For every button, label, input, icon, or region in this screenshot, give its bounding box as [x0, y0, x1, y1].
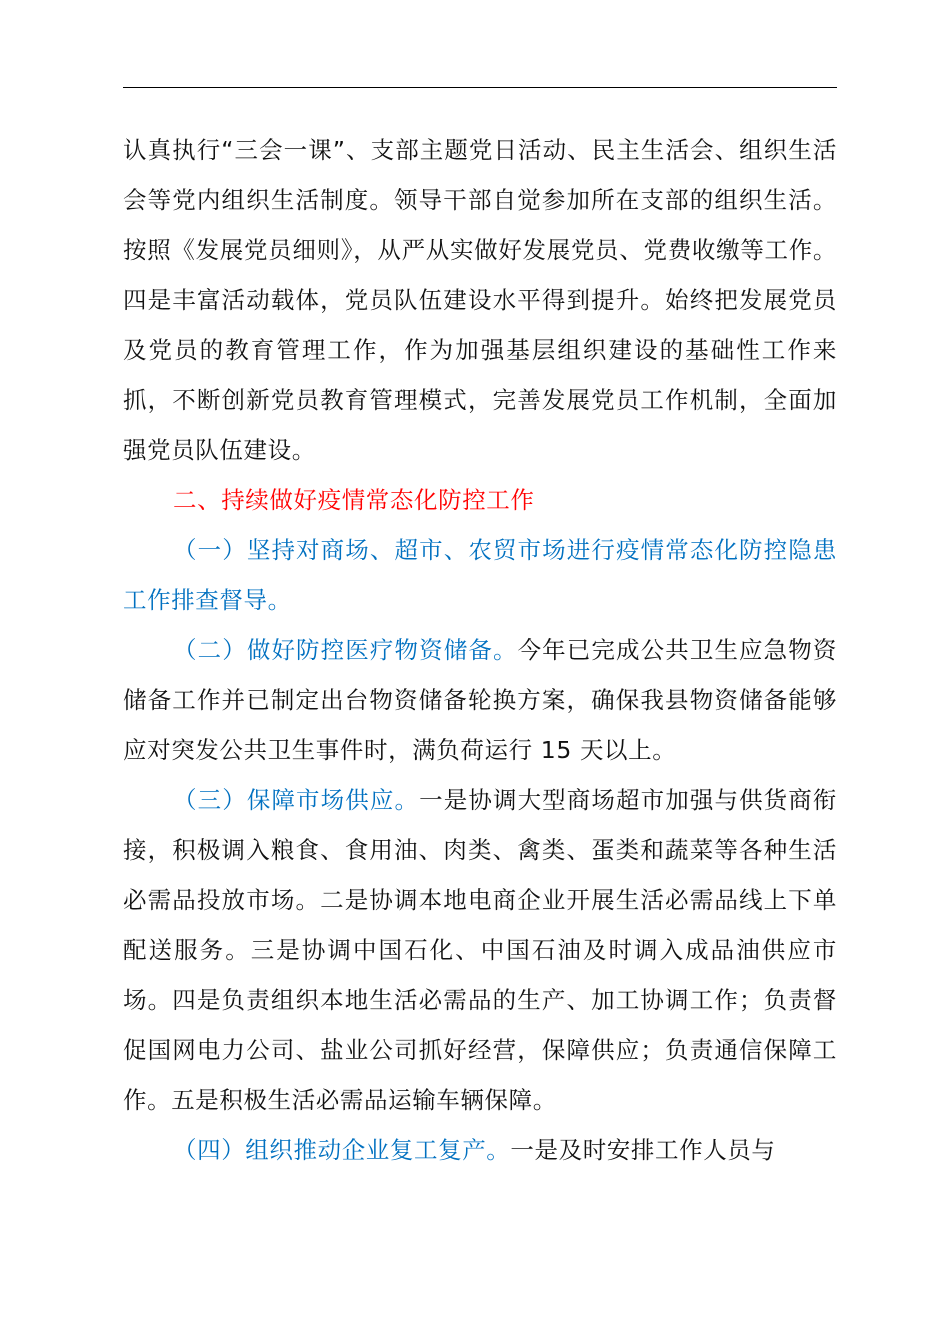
- header-rule: [123, 87, 837, 88]
- section-heading: [123, 475, 837, 525]
- item-4-heading: （四）组织推动企业复工复产。: [173, 1136, 511, 1164]
- paragraph-item-3: [123, 775, 837, 1125]
- paragraph-item-2: [123, 625, 837, 775]
- item-3-body: 一是协调大型商场超市加强与供货商衔接，积极调入粮食、食用油、肉类、禽类、蛋类和蔬菜等各种生活必需品投放市场。二是协调本地电商企业开展生活必需品线上下单配送服务。三是协调中国石化、中国石油及时调入成品油供应市场。四是负责组织本地生活必需品的生产、加工协调工作；负责督促国网电力公司、盐业公司抓好经营，保障供应；负责通信保障工作。五是积极生活必需品运输车辆保障。: [123, 786, 838, 1114]
- item-1-heading: （一）坚持对商场、超市、农贸市场进行疫情常态化防控隐患工作排查督导。: [123, 536, 837, 614]
- section-heading-text: 二、持续做好疫情常态化防控工作: [173, 486, 535, 514]
- paragraph-party-building-text: 认真执行“三会一课”、支部主题党日活动、民主生活会、组织生活会等党内组织生活制度。领导干部自觉参加所在支部的组织生活。按照《发展党员细则》，从严从实做好发展党员、党费收缴等工作。四是丰富活动载体，党员队伍建设水平得到提升。始终把发展党员及党员的教育管理工作，作为加强基层组织建设的基础性工作来抓，不断创新党员教育管理模式，完善发展党员工作机制，全面加强党员队伍建设。: [123, 136, 837, 464]
- item-2-body: 今年已完成公共卫生应急物资储备工作并已制定出台物资储备轮换方案，确保我县物资储备能够应对突发公共卫生事件时，满负荷运行 15 天以上。: [123, 636, 837, 764]
- item-2-heading: （二）做好防控医疗物资储备。: [173, 636, 518, 664]
- paragraph-item-4: [123, 1125, 837, 1175]
- item-3-heading: （三）保障市场供应。: [173, 786, 420, 814]
- paragraph-item-1: [123, 525, 837, 625]
- paragraph-party-building: [123, 125, 837, 475]
- item-4-body: 一是及时安排工作人员与: [510, 1136, 776, 1164]
- document-body: [123, 125, 837, 1175]
